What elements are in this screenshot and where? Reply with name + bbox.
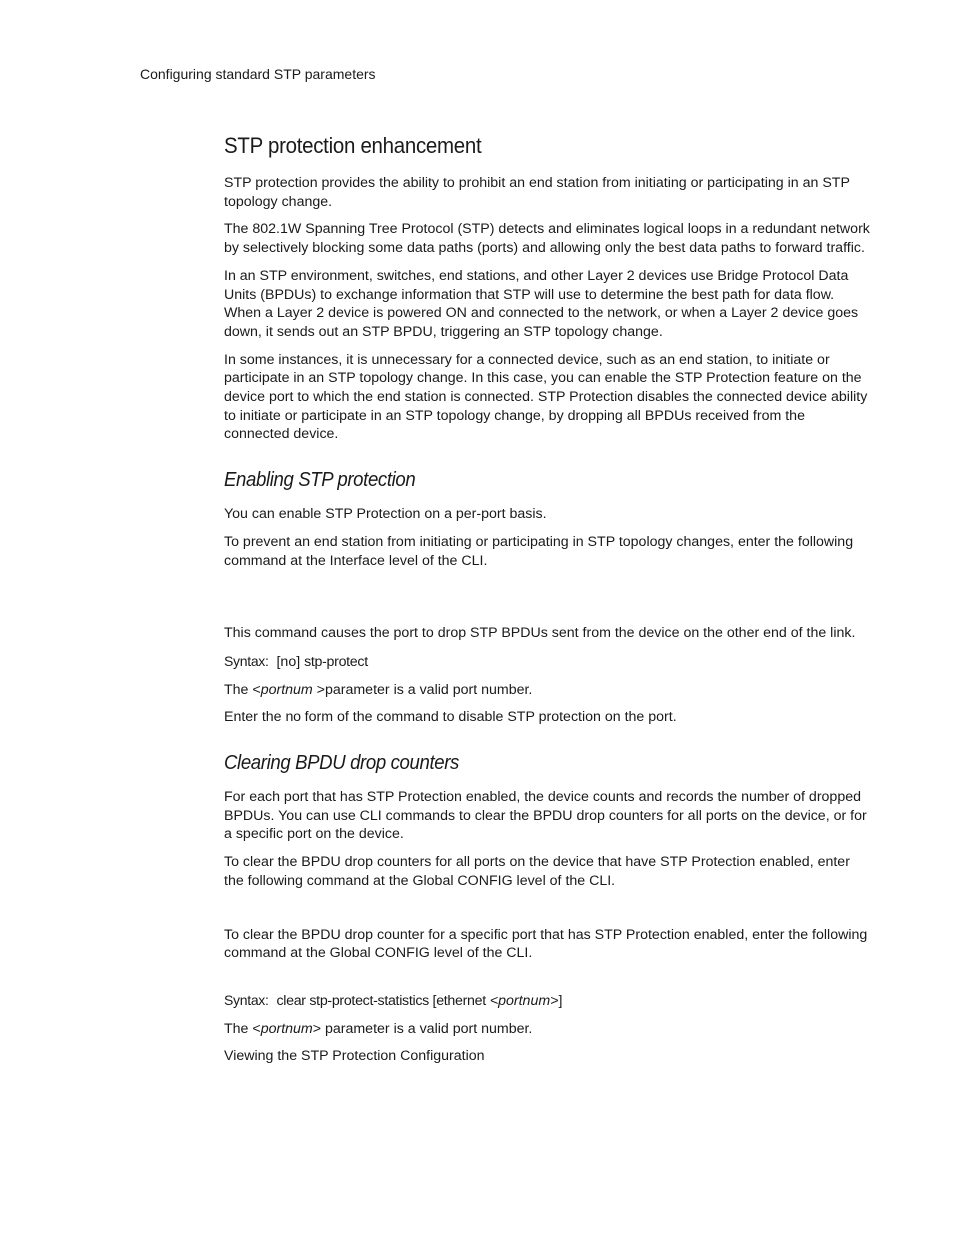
syntax-clear-stp-protect bbox=[224, 991, 870, 1011]
portnum-description-2 bbox=[224, 1020, 870, 1039]
param-name: portnum bbox=[260, 681, 313, 698]
portnum-description bbox=[224, 681, 870, 700]
syntax-command: stp-protect bbox=[304, 653, 368, 670]
param-suffix: >parameter is a valid port number. bbox=[312, 681, 533, 698]
param-prefix: The < bbox=[224, 1020, 261, 1037]
syntax-stp-protect bbox=[224, 652, 870, 672]
clearing-paragraph-3: To clear the BPDU drop counter for a specific port that has STP Protection enabled, enter the following command at the Global CONFIG level of the CLI. bbox=[224, 926, 868, 962]
clearing-subtitle: Clearing BPDU drop counters bbox=[224, 752, 459, 775]
enabling-subtitle: Enabling STP protection bbox=[224, 469, 416, 492]
viewing-config-text: Viewing the STP Protection Configuration bbox=[224, 1048, 485, 1065]
no-keyword: no bbox=[285, 709, 301, 726]
syntax-argument: <portnum> bbox=[489, 992, 559, 1009]
param-prefix: The < bbox=[224, 681, 261, 698]
no-suffix: form of the command to disable STP protection on the port. bbox=[304, 709, 677, 726]
section-title: STP protection enhancement bbox=[224, 133, 482, 158]
param-suffix: > parameter is a valid port number. bbox=[312, 1020, 533, 1037]
running-head: Configuring standard STP parameters bbox=[140, 66, 376, 82]
enabling-paragraph-2: To prevent an end station from initiating or participating in STP topology changes, enter the following command at the Interface level of the CLI. bbox=[224, 533, 854, 569]
syntax-label: Syntax: bbox=[224, 991, 269, 1008]
enabling-paragraph-3: This command causes the port to drop STP BPDUs sent from the device on the other end of the link. bbox=[224, 625, 856, 642]
clearing-paragraph-1: For each port that has STP Protection enabled, the device counts and records the number of dropped BPDUs. You can use CLI commands to clear the BPDU drop counters for all ports on the device, or for a specific port on the device. bbox=[224, 789, 867, 843]
syntax-command: clear stp-protect-statistics [ethernet bbox=[276, 992, 486, 1009]
intro-paragraph-4: In some instances, it is unnecessary for a connected device, such as an end station, to initiate or participate in an STP topology change. In this case, you can enable the STP Protection feature on the device port to which the end station is connected. STP Protection disables the connected device ability to initiate or participate in an STP topology change, by dropping all BPDUs received from the connected device. bbox=[224, 351, 868, 443]
intro-paragraph-1: STP protection provides the ability to prohibit an end station from initiating or participating in an STP topology change. bbox=[224, 175, 850, 210]
clearing-paragraph-2: To clear the BPDU drop counters for all ports on the device that have STP Protection enabled, enter the following command at the Global CONFIG level of the CLI. bbox=[224, 854, 850, 889]
param-name: portnum bbox=[260, 1020, 313, 1037]
page-content bbox=[224, 132, 870, 1075]
no-form-note bbox=[224, 708, 870, 727]
intro-paragraph-2: The 802.1W Spanning Tree Protocol (STP) detects and eliminates logical loops in a redundant network by selectively blocking some data paths (ports) and allowing only the best data paths to forward traffic. bbox=[224, 221, 870, 257]
syntax-close: ] bbox=[558, 992, 563, 1009]
syntax-option: [no] bbox=[276, 653, 301, 670]
syntax-label: Syntax: bbox=[224, 652, 269, 669]
enabling-paragraph-1: You can enable STP Protection on a per-port basis. bbox=[224, 506, 547, 523]
intro-paragraph-3: In an STP environment, switches, end stations, and other Layer 2 devices use Bridge Protocol Data Units (BPDUs) to exchange information that STP will use to determine the best path for data flow. When a Layer 2 device is powered ON and connected to the network, or when a Layer 2 device goes down, it sends out an STP BPDU, triggering an STP topology change. bbox=[224, 267, 859, 340]
no-prefix: Enter the bbox=[224, 709, 282, 726]
